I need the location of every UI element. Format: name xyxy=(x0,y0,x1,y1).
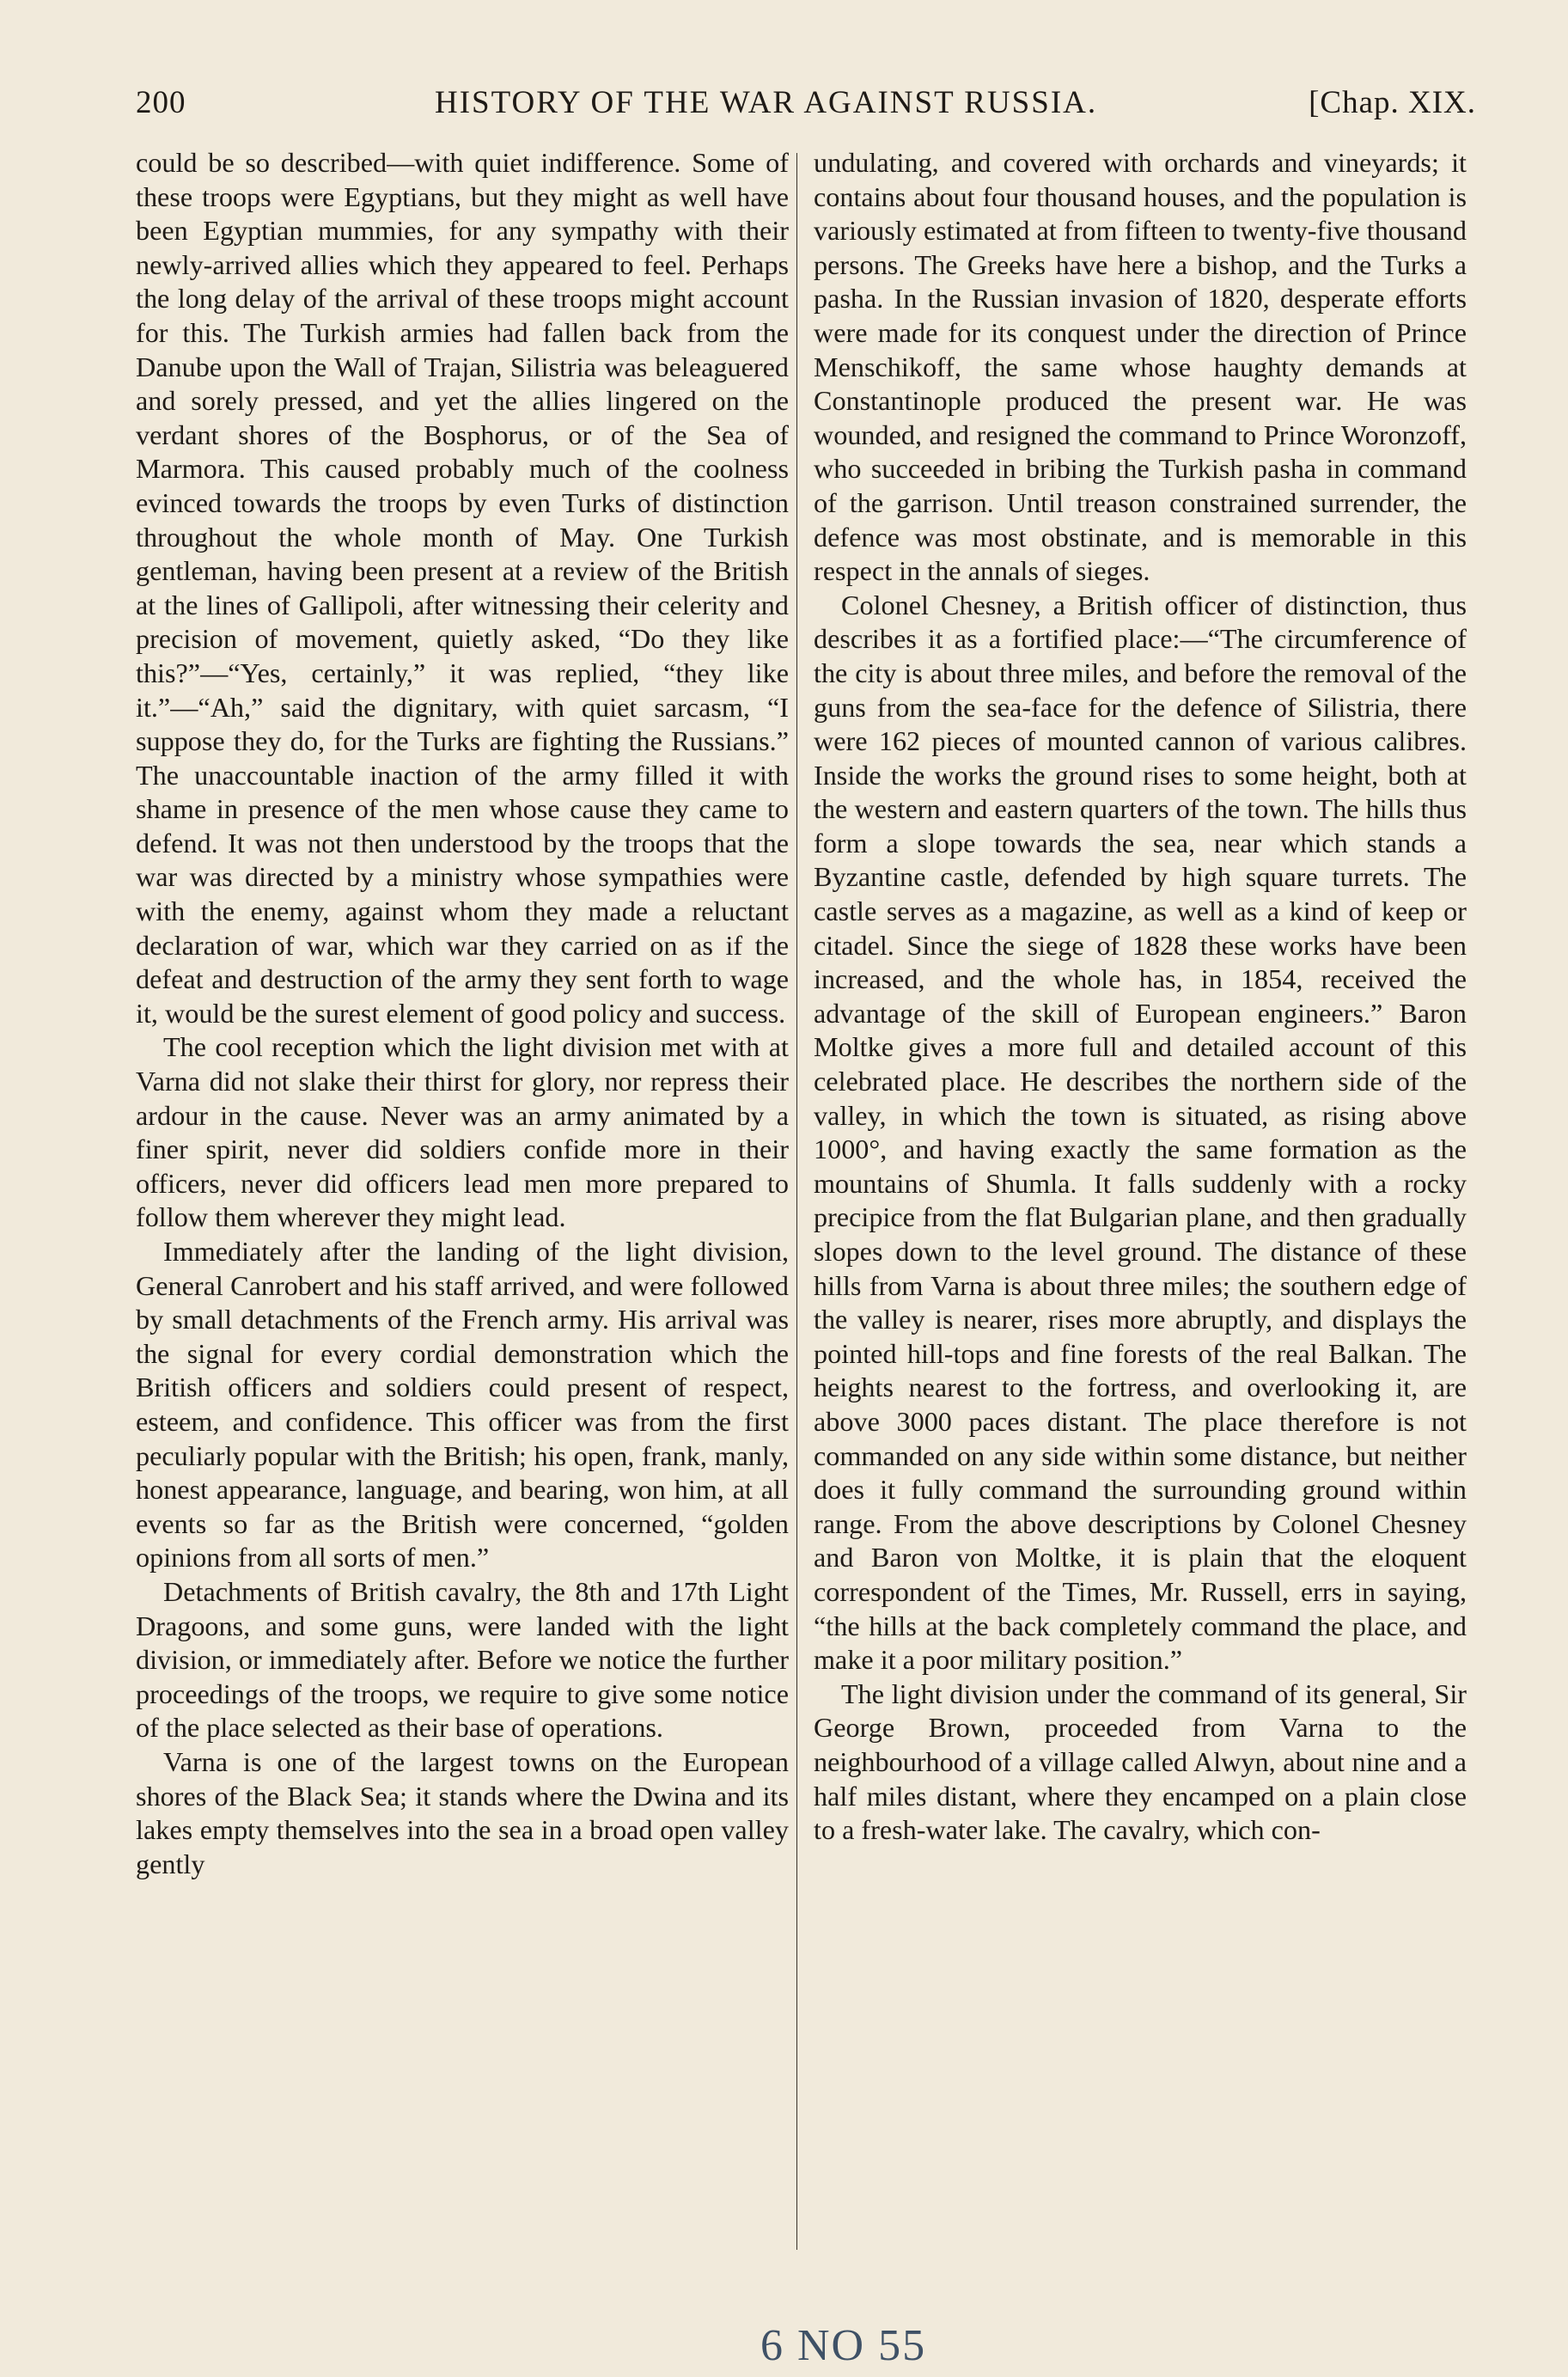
signature-mark: 6 NO 55 xyxy=(760,2321,927,2370)
paragraph: The light division under the command of its general, Sir George Brown, proceeded from Varna to the neighbourhood of a village called Alwyn, about nine and a half miles distant, where they encamped on a plain close to a fresh-water lake. The cavalry, which con- xyxy=(814,1677,1467,1846)
paragraph: The cool reception which the light division met with at Varna did not slake their thirst for glory, nor repress their ardour in the cause. Never was an army animated by a finer spirit, never did soldiers confide more in their officers, never did officers lead men more prepared to follow them wherever they might lead. xyxy=(136,1031,789,1233)
right-column xyxy=(814,146,1467,1848)
paragraph: Immediately after the landing of the light division, General Canrobert and his staff arrived, and were followed by small detachments of the French army. His arrival was the signal for every cordial demonstration which the British officers and soldiers could present of respect, esteem, and confidence. This officer was from the first peculiarly popular with the British; his open, frank, manly, honest appearance, language, and bearing, won him, at all events so far as the British were concerned, “golden opinions from all sorts of men.” xyxy=(136,1236,789,1573)
chapter-label: [Chap. XIX. xyxy=(1309,85,1476,120)
page-number: 200 xyxy=(136,85,186,120)
paragraph: undulating, and covered with orchards and vineyards; it contains about four thousand houses, and the population is variously estimated at from fifteen to twenty-five thousand persons. The Greeks have here a bishop, and the Turks a pasha. In the Russian invasion of 1820, desperate efforts were made for its conquest under the direction of Prince Menschikoff, the same whose haughty demands at Constantinople produced the present war. He was wounded, and resigned the command to Prince Woronzoff, who succeeded in bribing the Turkish pasha in command of the garrison. Until treason constrained surrender, the defence was most obstinate, and is memorable in this respect in the annals of sieges. xyxy=(814,147,1467,587)
paragraph: Varna is one of the largest towns on the European shores of the Black Sea; it stands where the Dwina and its lakes empty themselves into the sea in a broad open valley gently xyxy=(136,1745,789,1879)
paragraph: could be so described—with quiet indifference. Some of these troops were Egyptians, but they might as well have been Egyptian mummies, for any sympathy with their newly-arrived allies which they appeared to feel. Perhaps the long delay of the arrival of these troops might account for this. The Turkish armies had fallen back from the Danube upon the Wall of Trajan, Silistria was beleaguered and sorely pressed, and yet the allies lingered on the verdant shores of the Bosphorus, or of the Sea of Marmora. This caused probably much of the coolness evinced towards the troops by even Turks of distinction throughout the whole month of May. One Turkish gentleman, having been present at a review of the British at the lines of Gallipoli, after witnessing their celerity and precision of movement, quietly asked, “Do they like this?”—“Yes, certainly,” it was replied, “they like it.”—“Ah,” said the dignitary, with quiet sarcasm, “I suppose they do, for the Turks are fighting the Russians.” The unaccountable inaction of the army filled it with shame in presence of the men whose cause they came to defend. It was not then understood by the troops that the war was directed by a ministry whose sympathies were with the enemy, against whom they made a reluctant declaration of war, which war they carried on as if the defeat and destruction of the army they sent forth to wage it, would be the surest element of good policy and success. xyxy=(136,147,789,1029)
column-divider xyxy=(796,153,797,2250)
running-title: HISTORY OF THE WAR AGAINST RUSSIA. xyxy=(435,85,1098,120)
running-header xyxy=(136,84,1476,127)
paragraph: Colonel Chesney, a British officer of distinction, thus describes it as a fortified place:—“The circumference of the city is about three miles, and before the removal of the guns from the sea-face for the defence of Silistria, there were 162 pieces of mounted cannon of various calibres. Inside the works the ground rises to some height, both at the western and eastern quarters of the town. The hills thus form a slope towards the sea, near which stands a Byzantine castle, defended by high square turrets. The castle serves as a magazine, as well as a kind of keep or citadel. Since the siege of 1828 these works have been increased, and the whole has, in 1854, received the advantage of the skill of European engineers.” Baron Moltke gives a more full and detailed account of this celebrated place. He describes the northern side of the valley, in which the town is situated, as rising above 1000°, and having exactly the same formation as the mountains of Shumla. It falls suddenly with a rocky precipice from the flat Bulgarian plane, and then gradually slopes down to the level ground. The distance of these hills from Varna is about three miles; the southern edge of the valley is nearer, rises more abruptly, and displays the pointed hill-tops and fine forests of the real Balkan. The heights nearest to the fortress, and overlooking it, are above 3000 paces distant. The place therefore is not commanded on any side within some distance, but neither does it fully command the surrounding ground within range. From the above descriptions by Colonel Chesney and Baron von Moltke, it is plain that the eloquent correspondent of the Times, Mr. Russell, errs in saying, “the hills at the back completely command the place, and make it a poor military position.” xyxy=(814,589,1467,1676)
left-column xyxy=(136,146,789,1881)
paragraph: Detachments of British cavalry, the 8th and 17th Light Dragoons, and some guns, were landed with the light division, or immediately after. Before we notice the further proceedings of the troops, we require to give some notice of the place selected as their base of operations. xyxy=(136,1575,789,1744)
